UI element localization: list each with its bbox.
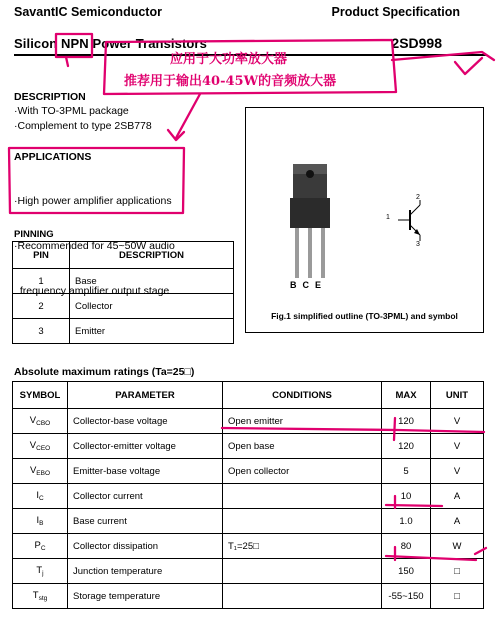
symbol-pin-2: 2	[416, 194, 420, 201]
title-type: NPN	[61, 36, 89, 51]
unit-cell: A	[431, 509, 484, 534]
ratings-col-unit: UNIT	[431, 382, 484, 409]
max-cell: 120	[382, 409, 431, 434]
applications-item: ·Recommended for 45~50W audio	[14, 240, 175, 252]
symbol-subscript: EBO	[36, 470, 51, 477]
symbol-pin-1: 1	[386, 214, 390, 221]
max-cell: 10	[382, 484, 431, 509]
symbol-subscript: CBO	[36, 420, 51, 427]
symbol-subscript: C	[40, 545, 46, 552]
applications-heading: APPLICATIONS	[14, 151, 92, 163]
symbol-subscript: CEO	[36, 445, 51, 452]
symbol-letter: T	[32, 590, 39, 601]
parameter-cell: Base current	[68, 509, 223, 534]
conditions-cell: Open collector	[223, 459, 382, 484]
unit-cell: □	[431, 584, 484, 609]
pin-label-e: E	[315, 280, 328, 290]
symbol-subscript: j	[42, 570, 44, 577]
part-number: 2SD998	[391, 35, 442, 51]
pin-description: Emitter	[70, 319, 234, 344]
max-cell: 80	[382, 534, 431, 559]
symbol-subscript: C	[38, 495, 44, 502]
parameter-cell: Storage temperature	[68, 584, 223, 609]
ratings-col-parameter: PARAMETER	[68, 382, 223, 409]
pin-label-c: C	[302, 280, 315, 290]
symbol-subscript: stg	[38, 595, 48, 602]
symbol-letter: P	[34, 540, 41, 551]
applications-item: frequency amplifier output stage	[14, 285, 170, 297]
max-cell: -55~150	[382, 584, 431, 609]
figure-caption: Fig.1 simplified outline (TO-3PML) and symbol	[271, 311, 458, 321]
underline-vcbo	[222, 428, 484, 432]
pinning-col-description: DESCRIPTION	[70, 242, 234, 269]
unit-cell: W	[431, 534, 484, 559]
title-prefix: Silicon	[14, 36, 58, 51]
max-cell: 150	[382, 559, 431, 584]
annotation-line-1: 应用于大功率放大器	[170, 52, 288, 67]
underline-pc	[386, 556, 476, 560]
symbol-letter: I	[36, 490, 39, 501]
unit-cell: V	[431, 459, 484, 484]
description-heading: DESCRIPTION	[14, 91, 86, 103]
symbol-letter: V	[29, 440, 37, 451]
applications-item: ·High power amplifier applications	[14, 195, 172, 207]
symbol-letter: I	[36, 515, 40, 526]
pinning-col-pin: PIN	[13, 242, 70, 269]
pinning-heading: PINNING	[14, 229, 54, 240]
parameter-cell: Collector-emitter voltage	[68, 434, 223, 459]
document-type: Product Specification	[331, 5, 460, 19]
description-item: ·Complement to type 2SB778	[14, 120, 152, 132]
pin-description: Base	[70, 269, 234, 294]
description-item: ·With TO-3PML package	[14, 105, 129, 117]
npn-highlight-box	[56, 34, 92, 57]
ratings-heading: Absolute maximum ratings (Ta=25□)	[14, 366, 195, 378]
annotation-line-2: 推荐用于输出40-45W的音频放大器	[124, 74, 337, 89]
pin-number: 2	[13, 294, 70, 319]
ratings-col-max: MAX	[382, 382, 431, 409]
unit-cell: V	[431, 409, 484, 434]
conditions-cell: Open base	[223, 434, 382, 459]
parameter-cell: Collector-base voltage	[68, 409, 223, 434]
title-suffix: Power Transistors	[92, 36, 207, 51]
conditions-cell: T₁=25□	[223, 534, 382, 559]
parameter-cell: Collector current	[68, 484, 223, 509]
applications-highlight-box	[9, 148, 184, 213]
symbol-letter: V	[29, 465, 37, 476]
parameter-cell: Junction temperature	[68, 559, 223, 584]
pin-number: 1	[13, 269, 70, 294]
company-name: SavantIC Semiconductor	[14, 5, 162, 19]
pin-label-b: B	[290, 280, 303, 290]
pin-description: Collector	[70, 294, 234, 319]
ratings-col-symbol: SYMBOL	[13, 382, 68, 409]
max-cell: 1.0	[382, 509, 431, 534]
annotation-box	[104, 40, 396, 94]
symbol-letter: V	[29, 415, 37, 426]
max-cell: 5	[382, 459, 431, 484]
symbol-pin-3: 3	[416, 241, 420, 248]
unit-cell: V	[431, 434, 484, 459]
parameter-cell: Emitter-base voltage	[68, 459, 223, 484]
unit-cell: A	[431, 484, 484, 509]
pin-number: 3	[13, 319, 70, 344]
ratings-col-conditions: CONDITIONS	[223, 382, 382, 409]
parameter-cell: Collector dissipation	[68, 534, 223, 559]
max-cell: 120	[382, 434, 431, 459]
symbol-subscript: B	[39, 520, 44, 527]
conditions-cell: Open emitter	[223, 409, 382, 434]
symbol-letter: T	[36, 565, 43, 576]
unit-cell: □	[431, 559, 484, 584]
